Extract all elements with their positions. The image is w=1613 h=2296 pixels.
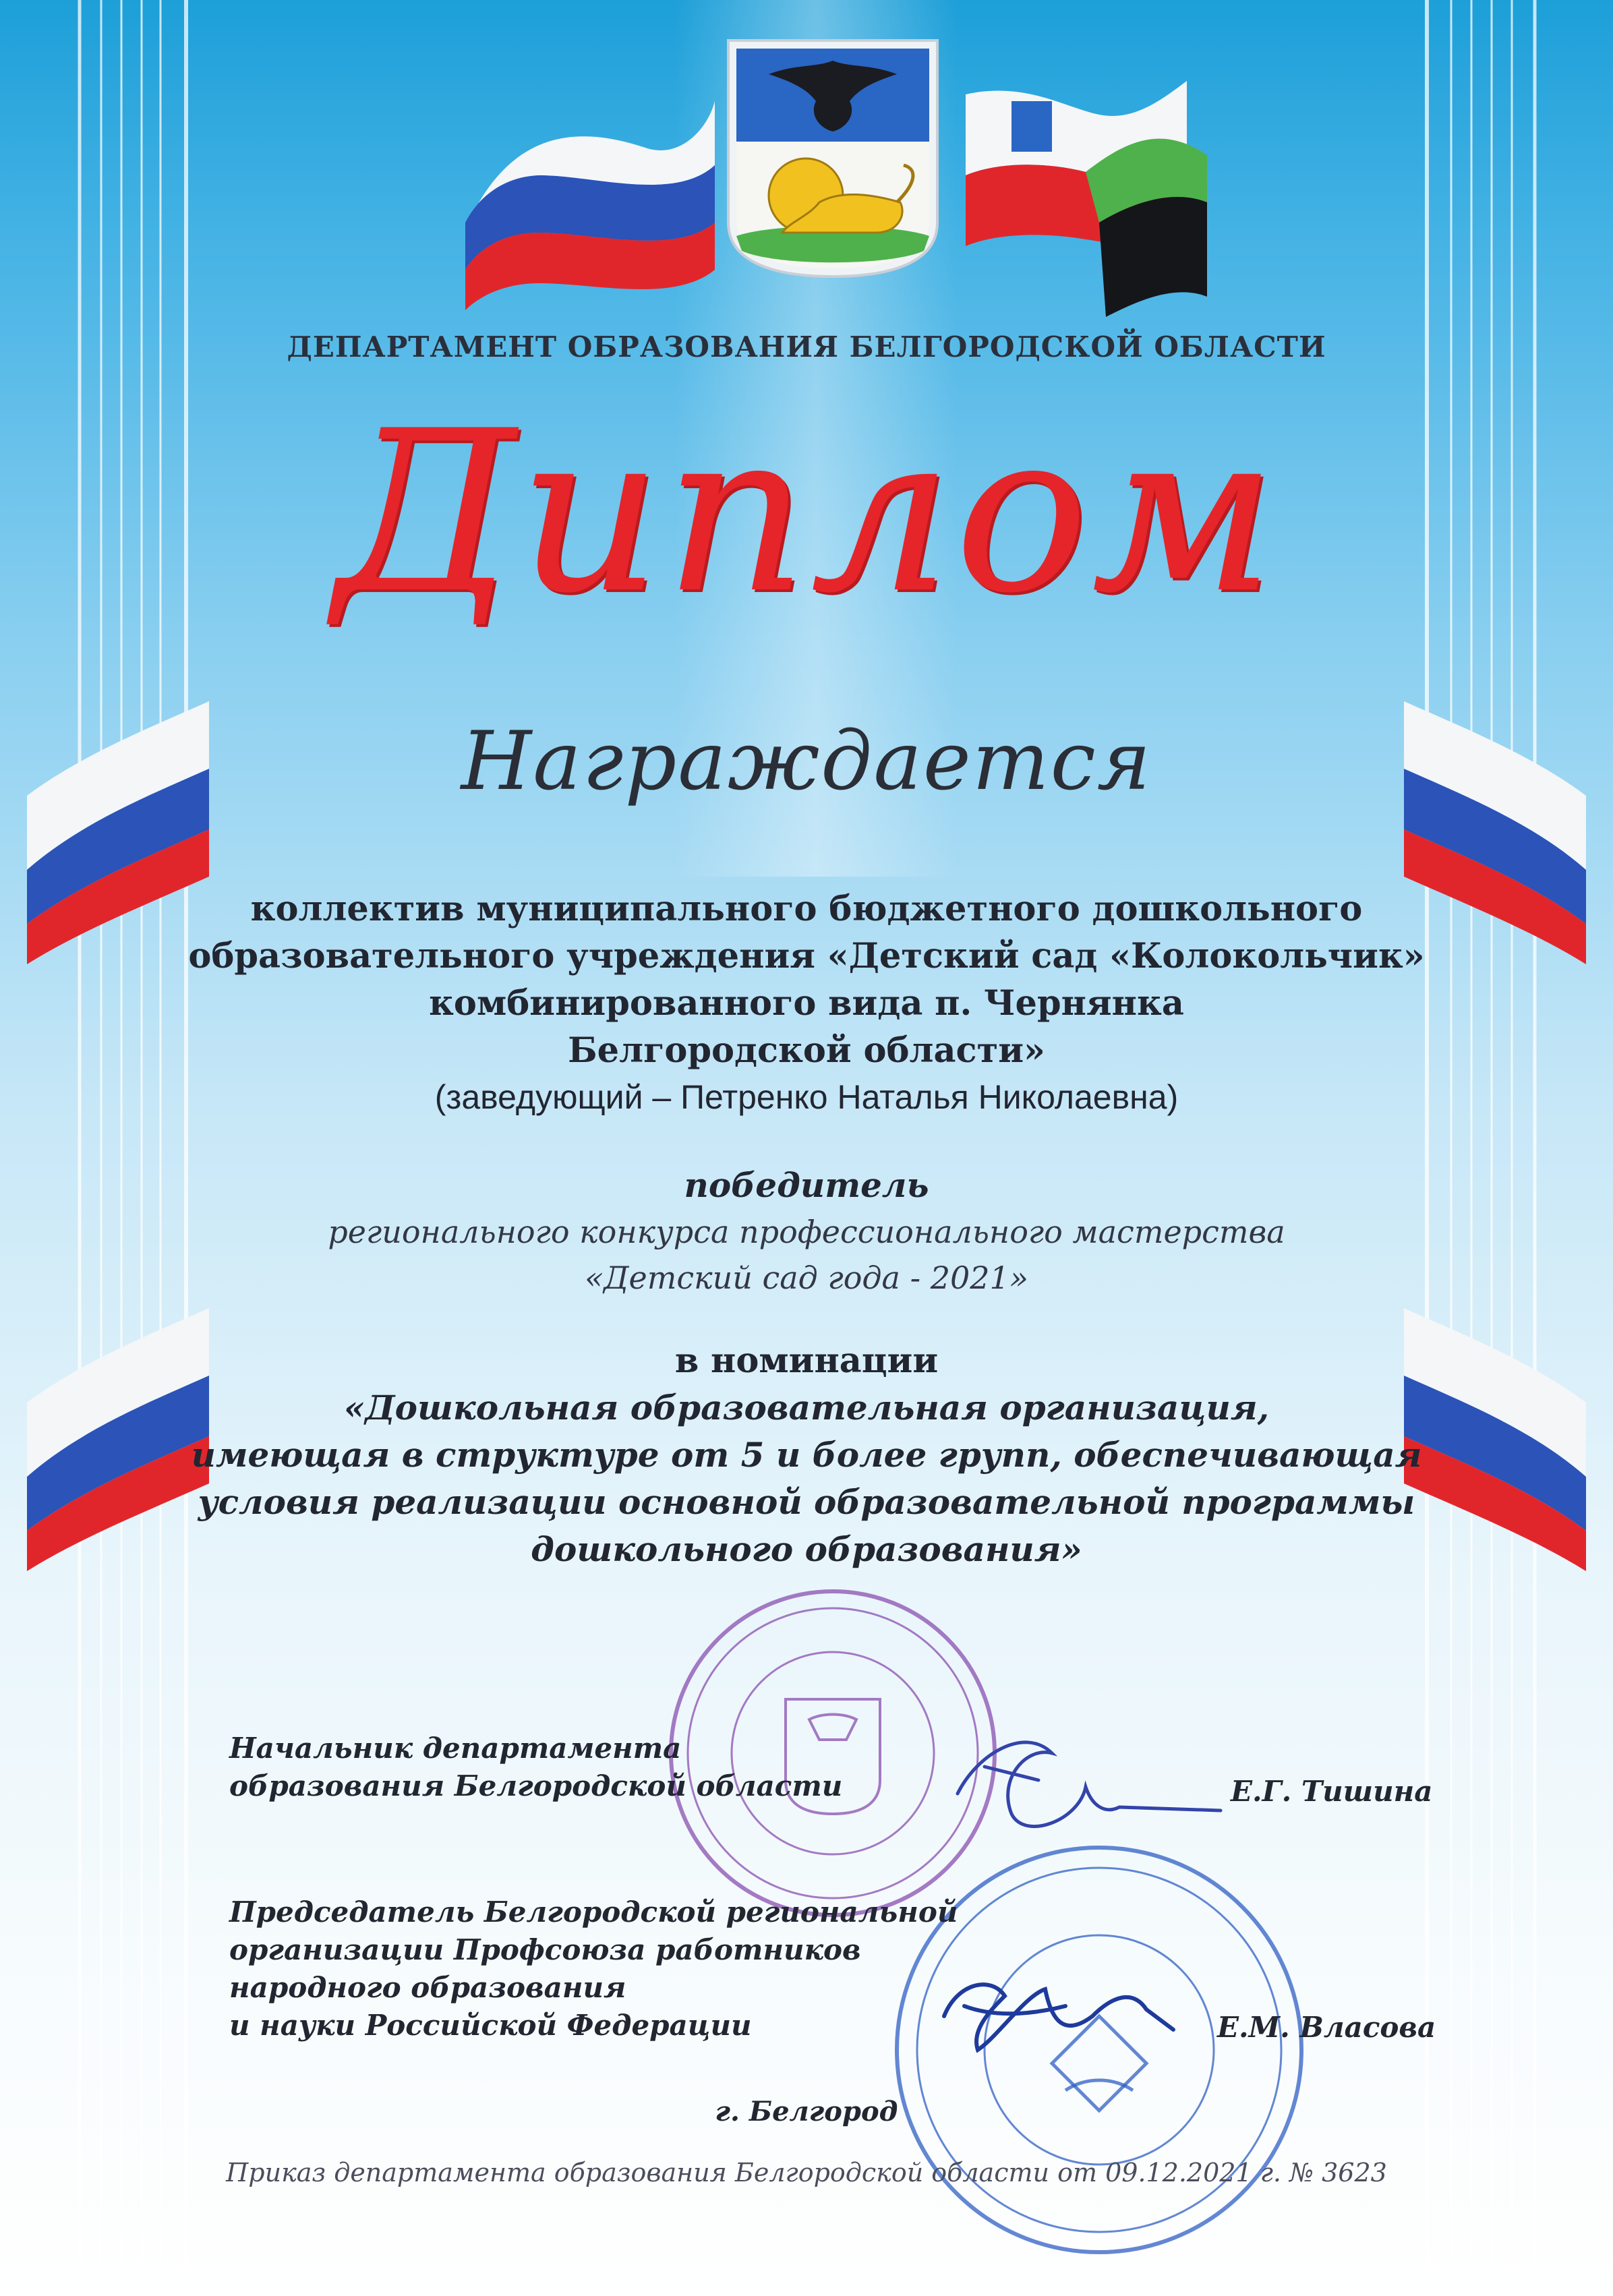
nomination-line-2: имеющая в структуре от 5 и более групп, обеспечивающая (191, 1435, 1422, 1475)
recipient-line-1: коллектив муниципального бюджетного дошкольного (250, 889, 1363, 929)
awarded-heading: Награждается (461, 715, 1152, 808)
city: г. Белгород (715, 2096, 898, 2127)
contest-line-1: регионального конкурса профессионального мастерства (328, 1214, 1285, 1250)
signatory-1-position (229, 1730, 842, 1805)
nomination-line-4: дошкольного образования» (531, 1529, 1082, 1569)
signatory-1-position-line-1: Начальник департамента (229, 1732, 682, 1765)
signatory-1-position-line-2: образования Белгородской области (229, 1769, 843, 1802)
order-reference: Приказ департамента образования Белгородской области от 09.12.2021 г. № 3623 (226, 2158, 1387, 2187)
achievement-status: победитель (684, 1165, 929, 1205)
recipient-head: (заведующий – Петренко Наталья Николаевна) (434, 1078, 1179, 1116)
signatory-2-position (229, 1893, 958, 2044)
signatory-2-name: Е.М. Власова (1217, 2011, 1436, 2044)
nomination-line-1: «Дошкольная образовательная организация, (343, 1388, 1270, 1427)
recipient-line-4: Белгородской области» (568, 1030, 1045, 1071)
nomination-line-3: условия реализации основной образовательной программы (198, 1482, 1415, 1522)
signatory-1-name: Е.Г. Тишина (1231, 1775, 1433, 1808)
diploma-title: Диплом (334, 383, 1279, 642)
recipient-line-3: комбинированного вида п. Чернянка (429, 983, 1184, 1024)
nomination-label: в номинации (674, 1341, 939, 1381)
signatory-2-position-line-2: организации Профсоюза работников (229, 1933, 861, 1966)
signatory-2-position-line-1: Председатель Белгородской региональной (229, 1895, 958, 1929)
recipient-line-2: образовательного учреждения «Детский сад «Колокольчик» (188, 936, 1425, 976)
signatory-2-position-line-4: и науки Российской Федерации (229, 2009, 752, 2042)
department-header: ДЕПАРТАМЕНТ ОБРАЗОВАНИЯ БЕЛГОРОДСКОЙ ОБЛАСТИ (287, 330, 1326, 363)
signatory-2-position-line-3: народного образования (229, 1971, 626, 2004)
contest-line-2: «Детский сад года - 2021» (585, 1260, 1028, 1296)
